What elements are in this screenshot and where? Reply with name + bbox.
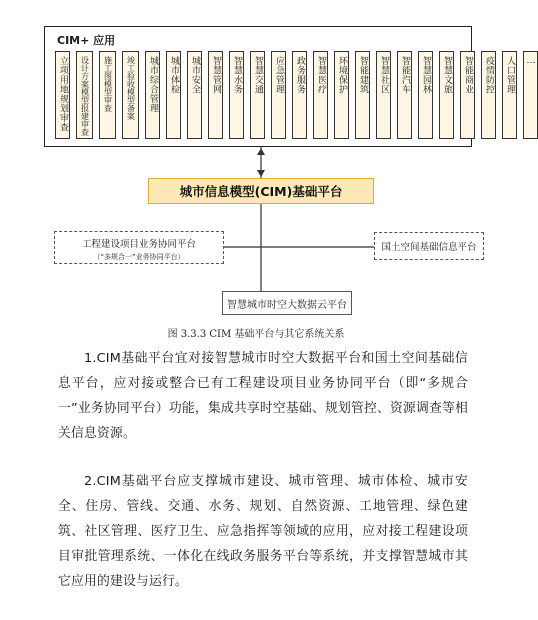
- app-label: 环境保护: [337, 56, 347, 94]
- app-box: [397, 51, 412, 139]
- app-box: [313, 51, 328, 139]
- apps-row: [55, 51, 538, 139]
- paragraph-2: 2.CIM基础平台应支撑城市建设、城市管理、城市体检、城市安全、住房、管线、交通、水务、规划、自然资源、工地管理、绿色建筑、社区管理、医疗卫生、应急指挥等领域的应用，应对接工程建设项目审批管理系统、一体化在线政务服务平台等系统，并支撑智慧城市其它应用的建设与运行。: [58, 474, 468, 589]
- app-box: [418, 51, 433, 139]
- app-label: 城市综合管理: [148, 56, 158, 113]
- app-box: [250, 51, 265, 139]
- app-label: 设计方案模型报建审查: [80, 56, 90, 136]
- multi-plan-platform-label: （“多规合一”业务协同平台）: [93, 253, 185, 261]
- cim-relationship-diagram: [44, 26, 536, 318]
- app-label: 人口管理: [505, 56, 515, 94]
- app-box: [208, 51, 223, 139]
- app-box: [271, 51, 286, 139]
- app-box: [292, 51, 307, 139]
- figure-caption: 图 3.3.3 CIM 基础平台与其它系统关系: [167, 329, 345, 340]
- project-collaboration-platform-label: 工程建设项目业务协同平台: [81, 239, 196, 250]
- app-box: [439, 51, 454, 139]
- app-label: 智能建筑: [358, 56, 368, 94]
- app-label: 立项用地规划审查: [58, 56, 68, 132]
- app-box: [99, 51, 116, 139]
- app-label: …: [526, 56, 536, 67]
- app-box: [166, 51, 181, 139]
- app-box: [122, 51, 139, 139]
- app-label: 智慧园林: [421, 56, 431, 94]
- spatiotemporal-cloud-platform-box: 智慧城市时空大数据云平台: [222, 291, 352, 315]
- app-label: 智慧医疗: [316, 56, 326, 94]
- app-label: 智慧水务: [232, 56, 242, 94]
- app-box: [355, 51, 370, 139]
- app-box: [502, 51, 517, 139]
- app-box: [55, 51, 70, 139]
- apps-title: CIM+ 应用: [57, 34, 116, 47]
- app-label: 政务服务: [295, 56, 305, 94]
- app-box: [76, 51, 93, 139]
- paragraph-1: 1.CIM基础平台宜对接智慧城市时空大数据平台和国土空间基础信息平台，应对接或整合已有工程建设项目业务协同平台（即“多规合一”业务协同平台）功能，集成共享时空基础、规划管控、资源调查等相关信息资源。: [58, 351, 468, 441]
- app-label: 智慧社区: [379, 56, 389, 94]
- app-box: [229, 51, 244, 139]
- app-label: 智能汽车: [400, 56, 410, 94]
- app-box: [145, 51, 160, 139]
- app-box: [523, 51, 538, 139]
- app-label: 城市体检: [169, 56, 179, 94]
- app-label: 智慧交通: [253, 56, 263, 94]
- app-box: [376, 51, 391, 139]
- app-label: 竣工验收模型备案: [126, 56, 136, 120]
- app-box: [187, 51, 202, 139]
- cim-apps-box: [44, 26, 536, 147]
- app-box: [334, 51, 349, 139]
- app-label: 智慧管网: [211, 56, 221, 94]
- app-label: 应急管理: [274, 56, 284, 94]
- project-collaboration-platform-box: [54, 231, 224, 264]
- arrow-down-icon: [257, 170, 265, 177]
- app-box: [460, 51, 475, 139]
- app-label: 城市安全: [190, 56, 200, 94]
- app-label: 智慧文旅: [442, 56, 452, 94]
- app-label: 施工图模型审查: [103, 56, 113, 112]
- app-label: 疫情防控: [484, 56, 494, 94]
- arrow-up-icon: [257, 148, 265, 155]
- app-label: 智能商业: [463, 56, 473, 94]
- app-box: [481, 51, 496, 139]
- land-space-platform-box: 国土空间基础信息平台: [374, 232, 484, 260]
- cim-platform-box: 城市信息模型(CIM)基础平台: [148, 178, 374, 204]
